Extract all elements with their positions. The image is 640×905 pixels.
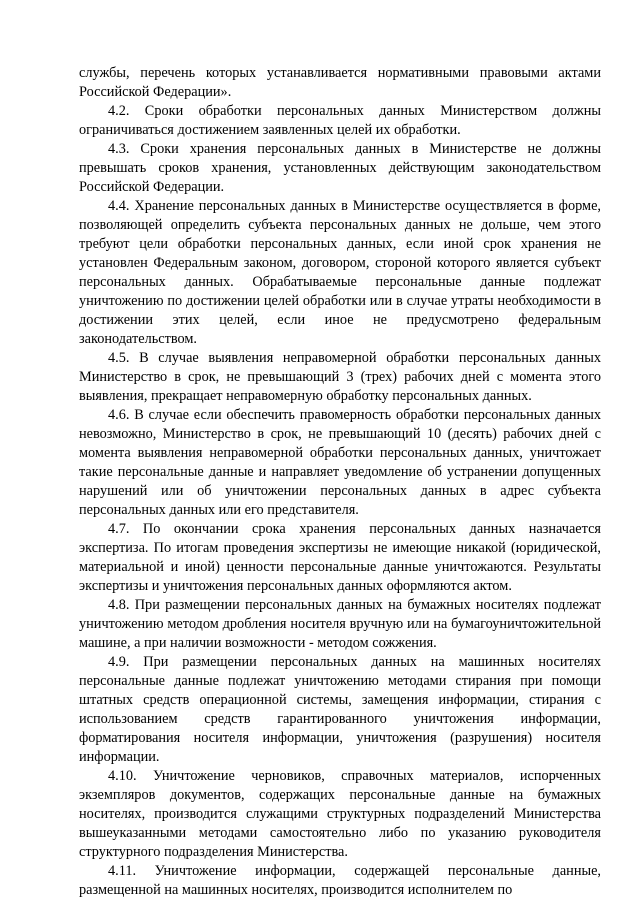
paragraph-4-9: 4.9. При размещении персональных данных на машинных носителях персональные данные подлежат уничтожению методами стирания при помощи штатных средств операционной системы, замещения информации, стирания с использованием средств гарантированного уничтожения информации, форматирования носителя информации, уничтожения (разрушения) носителя информации.: [79, 654, 601, 765]
paragraph-4-3: 4.3. Сроки хранения персональных данных в Министерстве не должны превышать сроков хранения, установленных действующим законодательством Российской Федерации.: [79, 141, 601, 195]
paragraph-4-6: 4.6. В случае если обеспечить правомерность обработки персональных данных невозможно, Министерство в срок, не превышающий 10 (десять) рабочих дней с момента выявления неправомерной обработки персональных данных, уничтожает такие персональные данные и направляет уведомление об устранении допущенных нарушений или об уничтожении персональных данных в адрес субъекта персональных данных или его представителя.: [79, 407, 601, 518]
paragraph-4-7: 4.7. По окончании срока хранения персональных данных назначается экспертиза. По итогам проведения экспертизы не имеющие никакой (юридической, материальной и иной) ценности персональные данные уничтожаются. Результаты экспертизы и уничтожения персональных данных оформляются актом.: [79, 521, 601, 594]
paragraph-4-4: 4.4. Хранение персональных данных в Министерстве осуществляется в форме, позволяющей определить субъекта персональных данных не дольше, чем этого требуют цели обработки персональных данных, если иной срок хранения не установлен Федеральным законом, договором, стороной которого является субъект персональных данных. Обрабатываемые персональные данные подлежат уничтожению по достижении целей обработки или в случае утраты необходимости в достижении этих целей, если иное не предусмотрено федеральным законодательством.: [79, 198, 601, 347]
document-page: [79, 64, 601, 900]
paragraph-continuation: службы, перечень которых устанавливается нормативными правовыми актами Российской Федерации».: [79, 65, 601, 100]
paragraph-4-2: 4.2. Сроки обработки персональных данных Министерством должны ограничиваться достижением заявленных целей их обработки.: [79, 103, 601, 138]
paragraph-4-8: 4.8. При размещении персональных данных на бумажных носителях подлежат уничтожению методом дробления носителя вручную или на бумагоуничтожительной машине, а при наличии возможности - методом сожжения.: [79, 597, 601, 651]
paragraph-4-11: 4.11. Уничтожение информации, содержащей персональные данные, размещенной на машинных носителях, производится исполнителем по: [79, 863, 601, 898]
paragraph-4-10: 4.10. Уничтожение черновиков, справочных материалов, испорченных экземпляров документов, содержащих персональные данные на бумажных носителях, производится служащими структурных подразделений Министерства вышеуказанными методами самостоятельно либо по указанию руководителя структурного подразделения Министерства.: [79, 768, 601, 860]
paragraph-4-5: 4.5. В случае выявления неправомерной обработки персональных данных Министерство в срок, не превышающий 3 (трех) рабочих дней с момента этого выявления, прекращает неправомерную обработку персональных данных.: [79, 350, 601, 404]
